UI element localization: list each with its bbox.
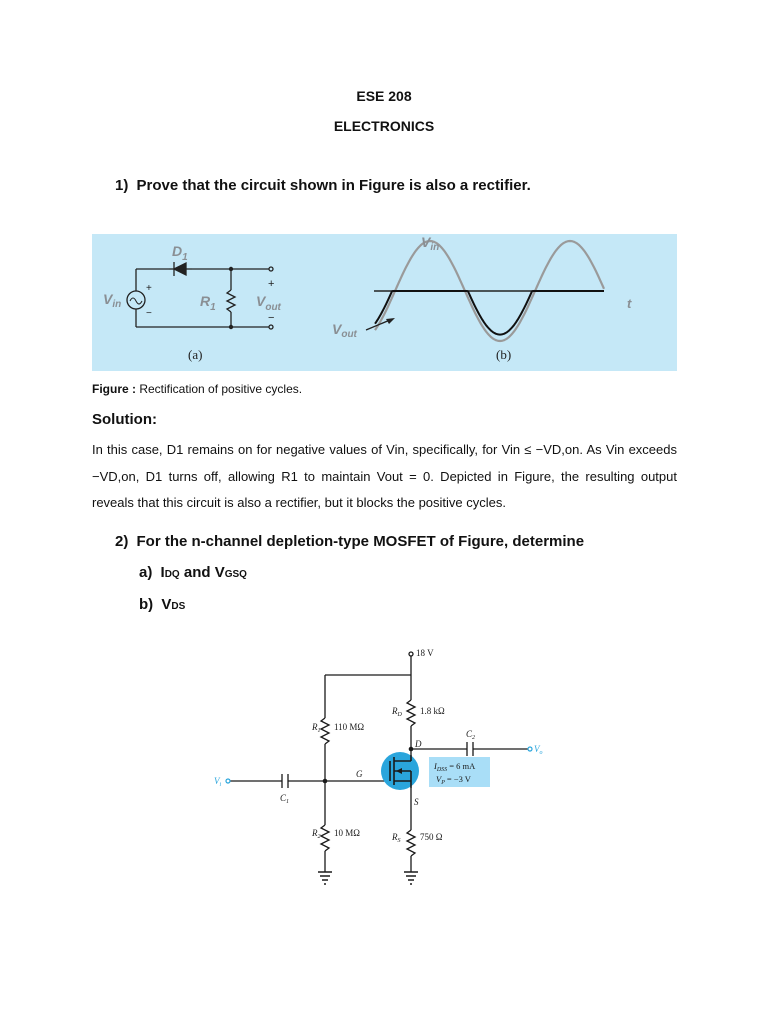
- caption-text: Rectification of positive cycles.: [139, 382, 303, 396]
- vi-sub: i: [219, 782, 222, 788]
- vgsq-symbol: V: [214, 564, 225, 581]
- svg-text:RD: [391, 706, 403, 718]
- source-label: S: [414, 797, 419, 807]
- label-vin-wave: V: [421, 234, 431, 250]
- question-2: [115, 533, 584, 550]
- label-source-minus: −: [146, 308, 152, 319]
- course-code: ESE 208: [356, 88, 412, 104]
- svg-text:Vo: [534, 744, 543, 756]
- svg-text:R2: [311, 828, 321, 840]
- resistor-r2: [321, 825, 329, 851]
- rs-sub: S: [397, 838, 401, 844]
- c1-symbol: C: [280, 793, 287, 803]
- rectifier-figure: [92, 234, 677, 371]
- label-sub-a: (a): [188, 347, 203, 362]
- mosfet-circuit-figure: [210, 640, 570, 890]
- question-2b-vds: [161, 596, 185, 613]
- svg-text:C1: [280, 793, 289, 805]
- label-vin: V: [103, 291, 113, 307]
- question-2-text: For the n-channel depletion-type MOSFET of Figure, determine: [136, 533, 585, 550]
- question-1: [115, 177, 531, 194]
- question-1-text: Prove that the circuit shown in Figure is also a rectifier.: [136, 177, 531, 194]
- idq-symbol: I: [160, 564, 165, 581]
- label-r1-sub: 1: [210, 302, 216, 313]
- label-vout-wave-sub: out: [341, 329, 357, 340]
- vds-sub: DS: [171, 601, 186, 612]
- label-vout: V: [256, 293, 266, 309]
- label-vout-wave: V: [332, 321, 342, 337]
- vp-sub: P: [441, 780, 445, 786]
- idq-sub: DQ: [164, 569, 180, 580]
- r1-value: 110 MΩ: [334, 722, 365, 732]
- vi-symbol: V: [214, 776, 220, 786]
- rd-sub: D: [397, 712, 402, 718]
- c2-symbol: C: [466, 729, 473, 739]
- rd-value: 1.8 kΩ: [420, 706, 445, 716]
- rs-symbol: R: [392, 832, 398, 842]
- vdd-label: 18 V: [416, 648, 434, 658]
- question-2a: [139, 564, 247, 581]
- gate-label: G: [356, 769, 363, 779]
- c1-sub: 1: [286, 799, 290, 805]
- label-d1-sub: 1: [182, 252, 188, 263]
- label-vin-wave-sub: in: [430, 242, 440, 253]
- svg-text:Vi: [214, 776, 222, 788]
- svg-text:C2: [466, 729, 475, 741]
- question-2a-label: a): [139, 564, 153, 581]
- label-vout-sub: out: [265, 302, 281, 313]
- vds-symbol: V: [161, 596, 172, 613]
- svg-text:RS: [391, 832, 401, 844]
- idss-symbol: I: [434, 761, 437, 771]
- r1-sub: 1: [317, 728, 321, 734]
- rd-symbol: R: [392, 706, 398, 716]
- question-2a-vgsq: [215, 564, 247, 581]
- resistor-rd: [407, 700, 415, 726]
- vo-sub: o: [539, 750, 543, 756]
- caption-label: Figure :: [92, 382, 136, 396]
- label-d1: D: [172, 243, 183, 259]
- svg-text:R1: [311, 722, 321, 734]
- label-vout-minus: −: [268, 312, 275, 324]
- vdd-terminal: [409, 652, 413, 656]
- label-time: t: [627, 296, 632, 311]
- vo-symbol: V: [534, 744, 540, 754]
- idss-value: = 6 mA: [449, 761, 476, 771]
- r1-symbol: R: [312, 722, 318, 732]
- question-2-number: 2): [115, 533, 129, 550]
- course-name: ELECTRONICS: [333, 118, 435, 134]
- question-2b: [139, 596, 185, 613]
- resistor-r1: [321, 718, 329, 744]
- label-r1: R: [200, 293, 211, 309]
- drain-label: D: [415, 739, 422, 749]
- label-sub-b: (b): [496, 347, 512, 362]
- r2-symbol: R: [312, 828, 318, 838]
- ground-symbols: [318, 872, 418, 884]
- label-source-plus: +: [146, 283, 152, 294]
- figure-caption: [92, 382, 302, 396]
- question-2a-and: and: [183, 564, 211, 581]
- question-1-number: 1): [115, 177, 129, 194]
- solution-text: In this case, D1 remains on for negative values of Vin, specifically, for Vin ≤ −VD,on. As Vin exceeds −VD,on, D1 turns off, allowing R1 to maintain Vout = 0. Depicted in Figure, the resulting output reveals that this circuit is also a rectifier, but it blocks the positive cycles.: [92, 442, 677, 510]
- r2-value: 10 MΩ: [334, 828, 360, 838]
- vgsq-sub: GSQ: [224, 569, 247, 580]
- question-2b-label: b): [139, 596, 154, 613]
- vp-symbol: V: [436, 774, 442, 784]
- solution-heading: Solution:: [92, 411, 157, 428]
- vp-value: = −3 V: [446, 774, 471, 784]
- question-2a-idq: [161, 564, 180, 581]
- label-vin-sub: in: [112, 299, 122, 310]
- rs-value: 750 Ω: [420, 832, 443, 842]
- c2-sub: 2: [472, 735, 476, 741]
- r2-sub: 2: [317, 834, 321, 840]
- label-vout-plus: +: [268, 278, 275, 290]
- idss-sub: DSS: [436, 767, 448, 773]
- resistor-rs: [407, 830, 415, 856]
